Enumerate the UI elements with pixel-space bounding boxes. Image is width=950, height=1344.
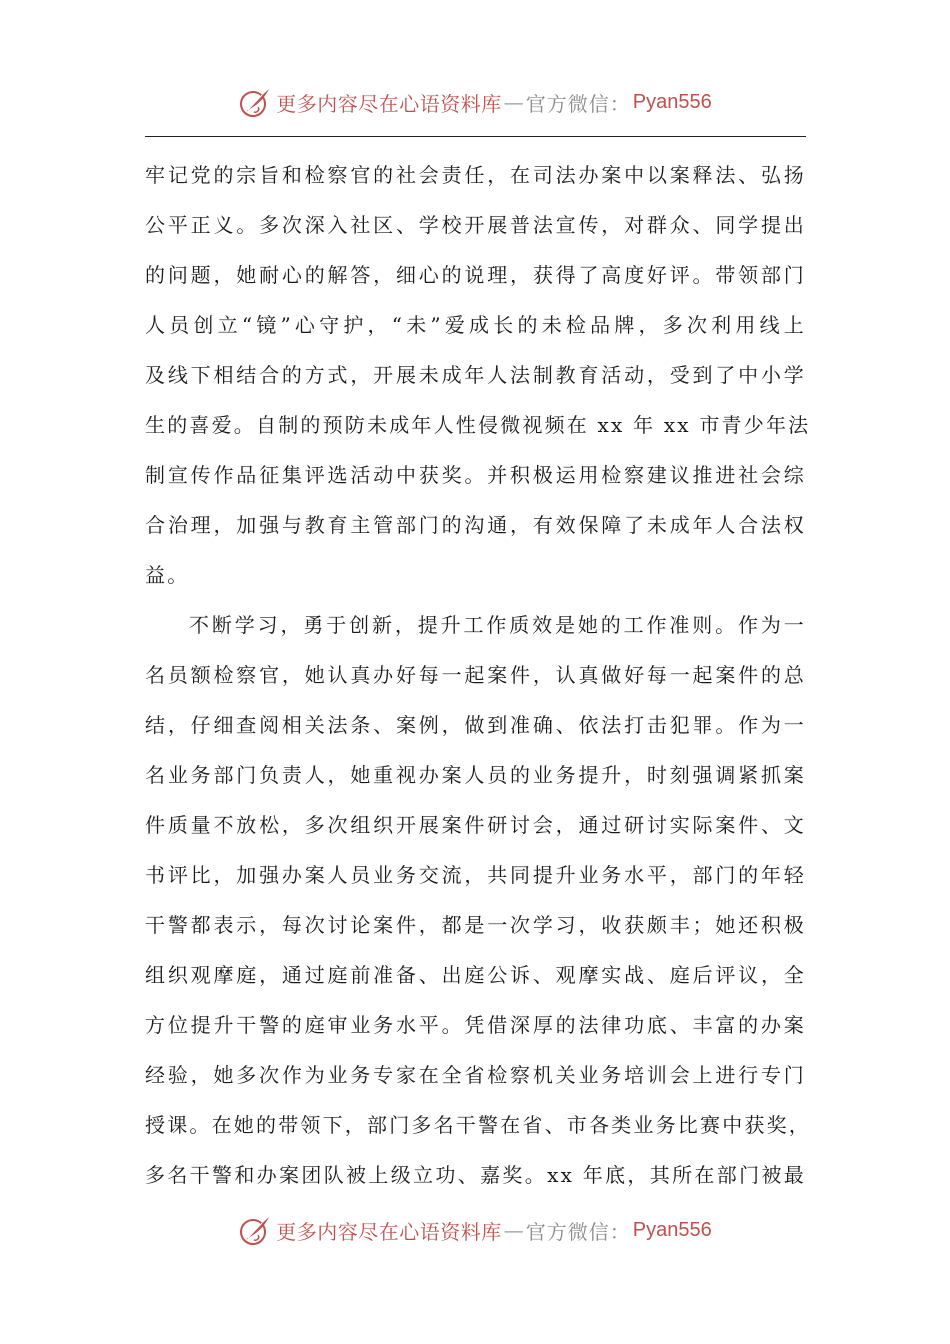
- header-banner: [0, 80, 950, 124]
- footer-wechat-label: 官方微信：: [525, 1219, 631, 1244]
- text-line: 生的喜爱。自制的预防未成年人性侵微视频在 xx 年 xx 市青少年法: [145, 413, 811, 437]
- text-line: 公平正义。多次深入社区、学校开展普法宣传，对群众、同学提出: [145, 213, 806, 237]
- text-line: 方位提升干警的庭审业务水平。凭借深厚的法律功底、丰富的办案: [145, 1013, 806, 1037]
- footer-dash: —: [503, 1218, 524, 1242]
- text-line: 合治理，加强与教育主管部门的沟通，有效保障了未成年人合法权: [145, 513, 806, 537]
- text-line: 干警都表示，每次讨论案件，都是一次学习，收获颇丰；她还积极: [145, 913, 806, 937]
- text-line: 及线下相结合的方式，开展未成年人法制教育活动，受到了中小学: [145, 363, 806, 387]
- quill-circle-logo-icon: [238, 85, 272, 119]
- footer-banner: [0, 1208, 950, 1252]
- header-dash: —: [503, 90, 524, 114]
- text-line: 结，仔细查阅相关法条、案例，做到准确、依法打击犯罪。作为一: [145, 713, 806, 737]
- header-wechat-label: 官方微信：: [525, 91, 631, 116]
- text-line: 人员创立“镜”心守护，“未”爱成长的未检品牌，多次利用线上: [145, 313, 806, 337]
- text-line: 书评比，加强办案人员业务交流，共同提升业务水平，部门的年轻: [145, 863, 806, 887]
- text-line: 经验，她多次作为业务专家在全省检察机关业务培训会上进行专门: [145, 1063, 806, 1087]
- text-line: 组织观摩庭，通过庭前准备、出庭公诉、观摩实战、庭后评议，全: [145, 963, 806, 987]
- paragraph-2: [145, 600, 811, 1200]
- header-site-name: 更多内容尽在心语资料库: [276, 91, 502, 116]
- footer-wechat-id: Pyan556: [632, 1218, 712, 1241]
- text-line: 授课。在她的带领下，部门多名干警在省、市各类业务比赛中获奖，: [145, 1113, 811, 1137]
- text-line: 不断学习，勇于创新，提升工作质效是她的工作准则。作为一: [189, 613, 806, 637]
- text-line: 名业务部门负责人，她重视办案人员的业务提升，时刻强调紧抓案: [145, 763, 806, 787]
- paragraph-1: [145, 150, 811, 600]
- footer-site-name: 更多内容尽在心语资料库: [276, 1219, 502, 1244]
- quill-circle-logo-icon: [238, 1213, 272, 1247]
- text-line: 多名干警和办案团队被上级立功、嘉奖。xx 年底，其所在部门被最: [145, 1163, 806, 1187]
- document-body: [145, 150, 811, 1200]
- text-line: 益。: [145, 563, 190, 587]
- text-line: 牢记党的宗旨和检察官的社会责任，在司法办案中以案释法、弘扬: [145, 163, 806, 187]
- text-line: 件质量不放松，多次组织开展案件研讨会，通过研讨实际案件、文: [145, 813, 806, 837]
- header-wechat-id: Pyan556: [632, 90, 712, 113]
- text-line: 制宣传作品征集评选活动中获奖。并积极运用检察建议推进社会综: [145, 463, 806, 487]
- header-divider: [145, 136, 806, 137]
- text-line: 名员额检察官，她认真办好每一起案件，认真做好每一起案件的总: [145, 663, 806, 687]
- text-line: 的问题，她耐心的解答，细心的说理，获得了高度好评。带领部门: [145, 263, 806, 287]
